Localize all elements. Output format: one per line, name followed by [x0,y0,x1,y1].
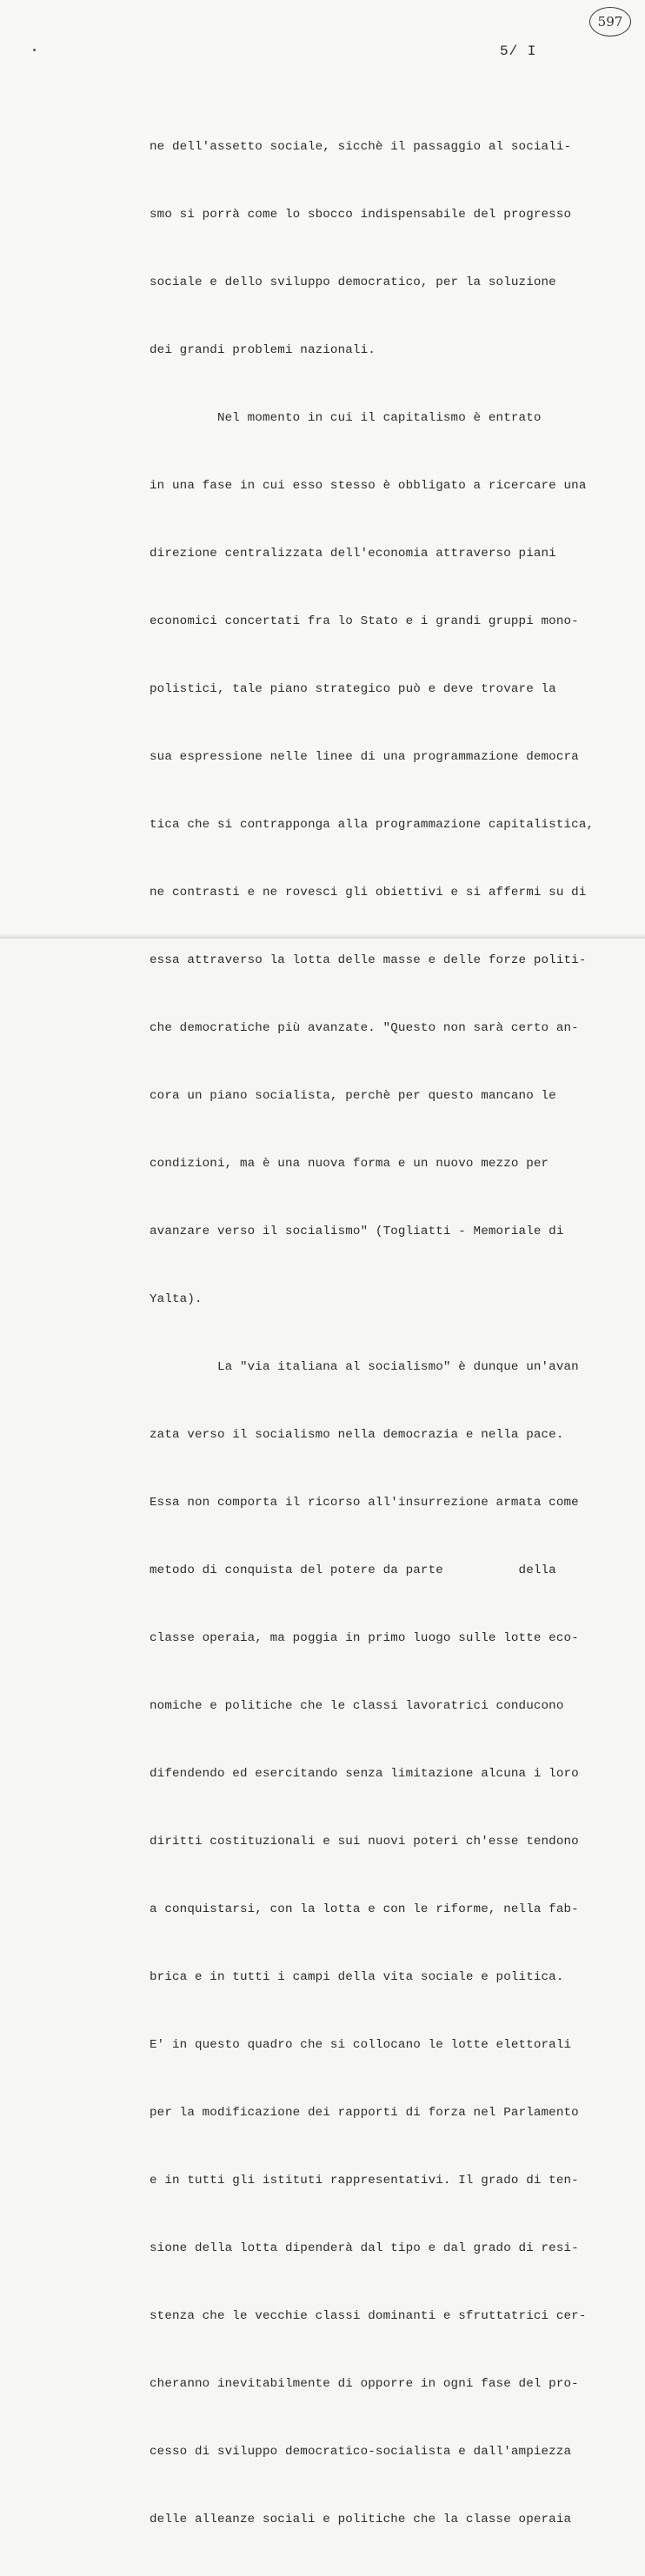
text-line: ne contrasti e ne rovesci gli obiettivi e si affermi su di [150,886,587,900]
text-line: avanzare verso il socialismo" (Togliatti - Memoriale di [150,1225,564,1238]
text-line: metodo di conquista del potere da parte della [150,1564,556,1577]
text-line: Essa non comporta il ricorso all'insurrezione armata come [150,1496,579,1510]
text-line: stenza che le vecchie classi dominanti e sfruttatrici cer- [150,2309,587,2323]
text-line: La "via italiana al socialismo" è dunque un'avan [150,1360,579,1374]
text-line: e in tutti gli istituti rappresentativi. Il grado di ten- [150,2174,579,2188]
text-line: zata verso il socialismo nella democrazia e nella pace. [150,1428,564,1442]
text-line: diritti costituzionali e sui nuovi poteri ch'esse tendono [150,1835,579,1849]
text-line: smo si porrà come lo sbocco indispensabile del progresso [150,208,572,222]
page-bottom-edge [0,933,645,939]
margin-dot [33,49,36,51]
text-line: dei grandi problemi nazionali. [150,343,376,357]
text-line: condizioni, ma è una nuova forma e un nuovo mezzo per [150,1157,549,1171]
text-line: sua espressione nelle linee di una programmazione democra [150,750,579,764]
text-line: classe operaia, ma poggia in primo luogo sulle lotte eco- [150,1631,579,1645]
text-line: in una fase in cui esso stesso è obbligato a ricercare una [150,479,587,493]
text-line: tica che si contrapponga alla programmazione capitalistica, [150,818,595,832]
stamp-number: 597 [597,14,623,30]
text-line: E' in questo quadro che si collocano le lotte elettorali [150,2038,572,2052]
text-line: brica e in tutti i campi della vita sociale e politica. [150,1970,564,1984]
text-line: polistici, tale piano strategico può e deve trovare la [150,682,556,696]
archive-stamp [589,7,631,37]
page-number: 5/ I [500,43,537,59]
text-line: sione della lotta dipenderà dal tipo e dal grado di resi- [150,2241,579,2255]
text-line: economici concertati fra lo Stato e i grandi gruppi mono- [150,614,579,628]
text-line: essa attraverso la lotta delle masse e delle forze politi- [150,953,587,967]
text-line: Yalta). [150,1292,203,1306]
text-line: ne dell'assetto sociale, sicchè il passaggio al sociali- [150,140,572,154]
text-line: difendendo ed esercitando senza limitazione alcuna i loro [150,1767,579,1781]
body-text [150,90,602,2576]
text-line: delle alleanze sociali e politiche che la classe operaia [150,2513,572,2526]
text-line: Nel momento in cui il capitalismo è entrato [150,411,542,425]
text-line: per la modificazione dei rapporti di forza nel Parlamento [150,2106,579,2120]
text-line: direzione centralizzata dell'economia attraverso piani [150,547,556,561]
text-line: che democratiche più avanzate. "Questo non sarà certo an- [150,1021,579,1035]
text-line: nomiche e politiche che le classi lavoratrici conducono [150,1699,564,1713]
text-line: cora un piano socialista, perchè per questo mancano le [150,1089,556,1103]
text-line: sociale e dello sviluppo democratico, per la soluzione [150,276,556,289]
text-line: a conquistarsi, con la lotta e con le riforme, nella fab- [150,1902,579,1916]
text-line: cesso di sviluppo democratico-socialista e dall'ampiezza [150,2445,572,2459]
text-line: cheranno inevitabilmente di opporre in ogni fase del pro- [150,2377,579,2391]
